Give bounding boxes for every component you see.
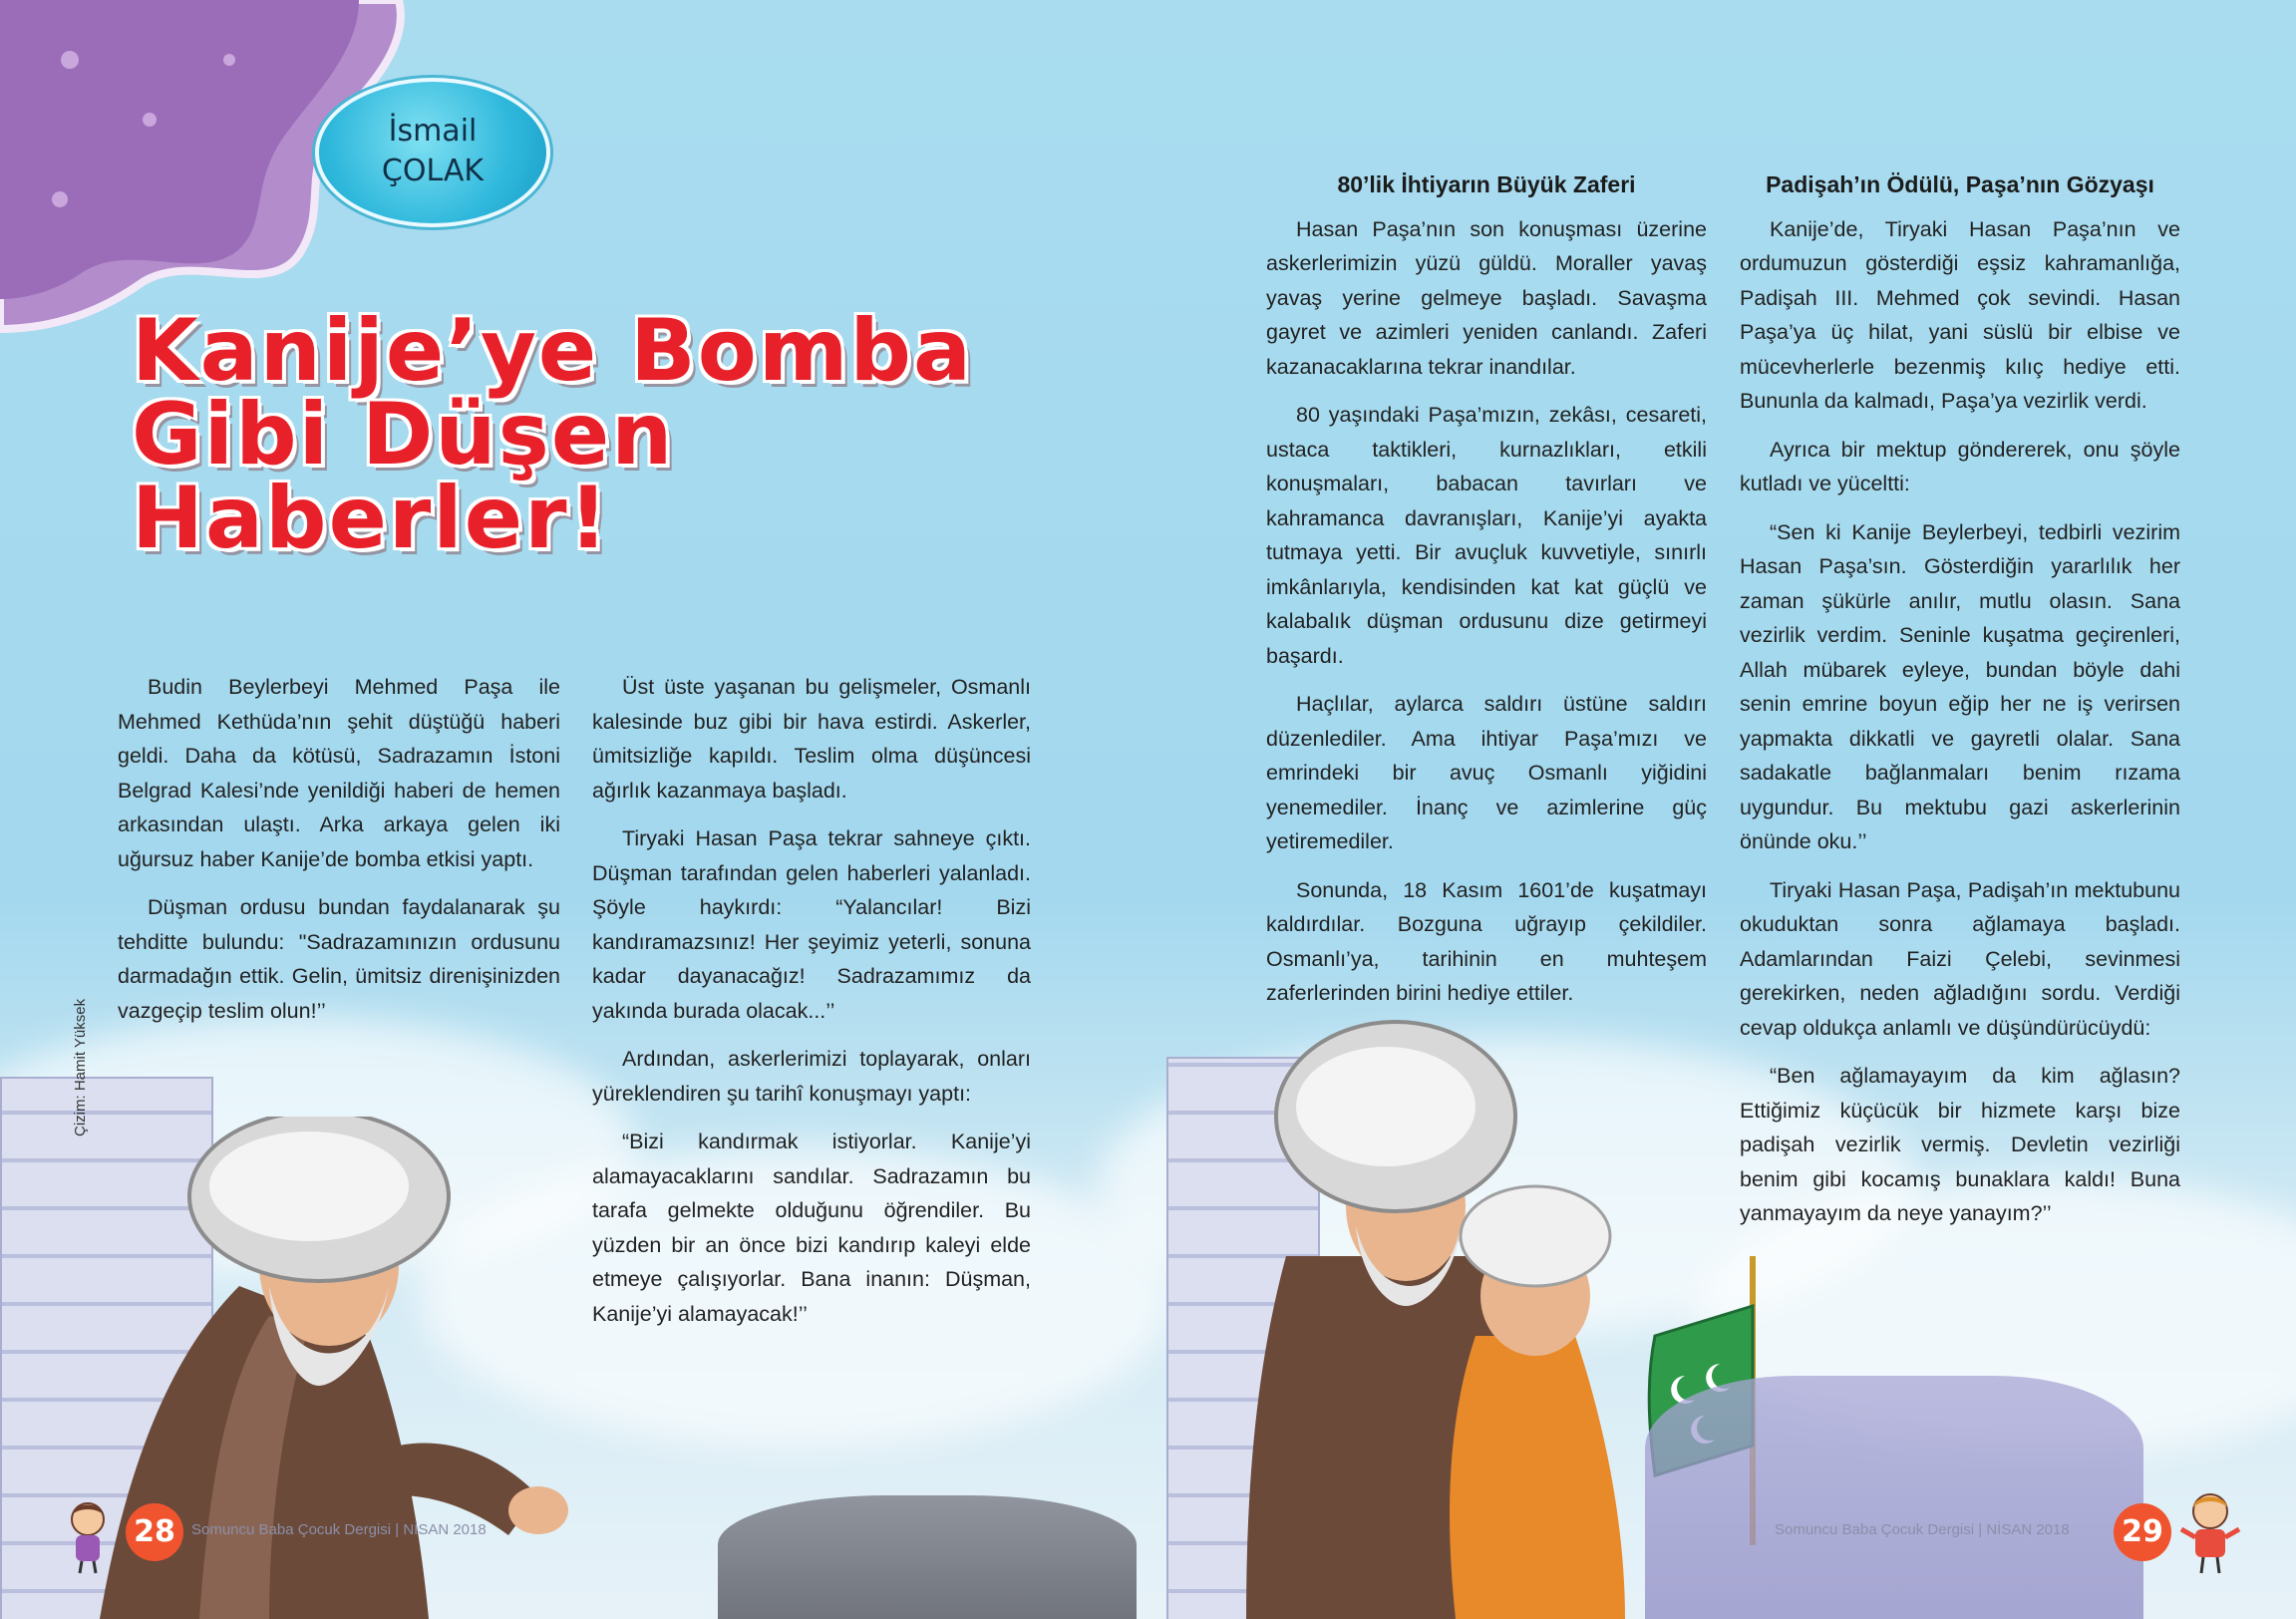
author-badge — [315, 78, 550, 227]
kid-mascot-icon — [2175, 1485, 2245, 1575]
pasha-illustration-right — [1246, 1007, 1685, 1619]
article-title — [132, 301, 1029, 568]
section-heading: Padişah’ın Ödülü, Paşa’nın Gözyaşı — [1766, 171, 2154, 197]
paragraph: Düşman ordusu bundan faydalanarak şu tehditte bulundu: "Sadrazamınızın ordusunu darmadağın ettik. Gelin, ümitsiz direnişinizden vazgeçip teslim olun!’’ — [118, 895, 560, 1023]
right-column-1 — [1266, 167, 1707, 1025]
paragraph: Hasan Paşa’nın son konuşması üzerine askerlerimizin yüzü güldü. Moraller yavaş yavaş yerine gelmeye başladı. Savaşma gayret ve azimleri yeniden canlandı. Zaferi kazanacaklarına tekrar inandılar. — [1266, 216, 1707, 379]
kid-mascot-icon — [58, 1495, 118, 1575]
title-line-2: Gibi Düşen — [132, 385, 675, 485]
paragraph: Budin Beylerbeyi Mehmed Paşa ile Mehmed Kethüda’nın şehit düştüğü haberi geldi. Daha da kötüsü, Sadrazamın İstoni Belgrad Kalesi’nde yenildiği haberi de hemen arkasından ulaştı. Arka arkaya gelen iki uğursuz haber Kanije’de bomba etkisi yaptı. — [118, 675, 560, 871]
right-column-2 — [1740, 167, 2180, 1245]
paragraph: Ardından, askerlerimizi toplayarak, onları yüreklendiren şu tarihî konuşmayı yaptı: — [592, 1047, 1031, 1106]
author-first-name: İsmail — [388, 114, 478, 149]
section-heading: 80’lik İhtiyarın Büyük Zaferi — [1337, 171, 1636, 197]
paragraph: Kanije’de, Tiryaki Hasan Paşa’nın ve ordumuzun gösterdiği eşsiz kahramanlığa, Padişah III. Mehmed çok sevindi. Hasan Paşa’ya üç hilat, yani süslü bir elbise ve mücevherlerle bezenmiş kılıç hediye etti. Bununla da kalmadı, Paşa’ya vezirlik verdi. — [1740, 216, 2180, 413]
army-silhouette-left — [718, 1495, 1137, 1619]
paragraph: Üst üste yaşanan bu gelişmeler, Osmanlı kalesinde buz gibi bir hava estirdi. Askerler, ümitsizliğe kapıldı. Teslim olma düşüncesi ağırlık kazanmaya başladı. — [592, 675, 1031, 803]
paragraph: Tiryaki Hasan Paşa, Padişah’ın mektubunu okuduktan sonra ağlamaya başladı. Adamlarından Faizi Çelebi, sevinmesi gerekirken, neden ağladığını sordu. Verdiği cevap oldukça anlamlı ve düşündürücüydü: — [1740, 877, 2180, 1040]
title-line-3: Haberler! — [132, 469, 610, 568]
author-last-name: ÇOLAK — [381, 154, 485, 188]
paragraph: Sonunda, 18 Kasım 1601’de kuşatmayı kaldırdılar. Bozguna uğrayıp çekildiler. Osmanlı’ya, tarihinin en muhteşem zaferlerinden birini hediye ettiler. — [1266, 877, 1707, 1005]
paragraph: “Ben ağlamayayım da kim ağlasın? Ettiğimiz küçücük bir hizmete karşı bize padişah vezirlik vermiş. Devletin vezirliği benim gibi kocamış bunaklara kaldı! Buna yanmayayım da neye yanayım?’’ — [1740, 1064, 2180, 1225]
title-line-1: Kanije’ye Bomba — [132, 301, 974, 401]
illustrator-credit: Çizim: Hamit Yüksek — [72, 998, 89, 1136]
paragraph: “Bizi kandırmak istiyorlar. Kanije’yi alamayacaklarını sandılar. Sadrazamın bu tarafa gelmekte olduğunu öğrendiler. Bu yüzden bir an önce bizi kandırıp kaleyi elde etmeye çalışıyorlar. Bana inanın: Düşman, Kanije’yi alamayacak!’’ — [592, 1130, 1031, 1326]
left-column-1 — [118, 670, 560, 1042]
paragraph: Haçlılar, aylarca saldırı üstüne saldırı düzenlediler. Ama ihtiyar Paşa’mızı ve emrindeki bir avuç Osmanlı yiğidini yenemediler. İnanç ve azimlerine güç yetiremediler. — [1266, 692, 1707, 853]
paragraph: “Sen ki Kanije Beylerbeyi, tedbirli vezirim Hasan Paşa’sın. Gösterdiğin yararlılık her zaman şükürle anılır, mutlu olasın. Sana vezirlik verdim. Seninle kuşatma geçirenleri, Allah mübarek eyleye, bundan böyle dahi senin emrine boyun eğip her ne iş verirsen yapmakta dikkatli ve gayretli olalar. Sana sadakatle bağlanmaları benim rızama uygundur. Bu mektubu gazi askerlerinin önünde oku.’’ — [1740, 519, 2180, 853]
paragraph: Tiryaki Hasan Paşa tekrar sahneye çıktı. Düşman tarafından gelen haberleri yalanladı. Şöyle haykırdı: “Yalancılar! Bizi kandıramazsınız! Her şeyimiz yeterli, sonuna kadar dayanacağız! Sadrazamımız da yakında burada olacak...’’ — [592, 826, 1031, 1023]
footer-text-right: Somuncu Baba Çocuk Dergisi | NİSAN 2018 — [1775, 1521, 2070, 1538]
paragraph: 80 yaşındaki Paşa’mızın, zekâsı, cesareti, ustaca taktikleri, kurnazlıkları, etkili konuşmaları, babacan tavırları ve kahramanca davranışları, Kanije’yi ayakta tutmaya yetti. Bir avuçluk kuvvetiyle, sınırlı imkânlarıyla, kendisinden kat kat güçlü ve kalabalık düşman ordusunu dize getirmeyi başardı. — [1266, 403, 1707, 668]
paragraph: Ayrıca bir mektup göndererek, onu şöyle kutladı ve yüceltti: — [1740, 437, 2180, 495]
footer-text-left: Somuncu Baba Çocuk Dergisi | NİSAN 2018 — [191, 1521, 487, 1538]
page-number-right: 29 — [2114, 1503, 2171, 1561]
left-column-2 — [592, 670, 1031, 1345]
army-silhouette-right — [1645, 1376, 2143, 1619]
page-number-left: 28 — [126, 1503, 183, 1561]
